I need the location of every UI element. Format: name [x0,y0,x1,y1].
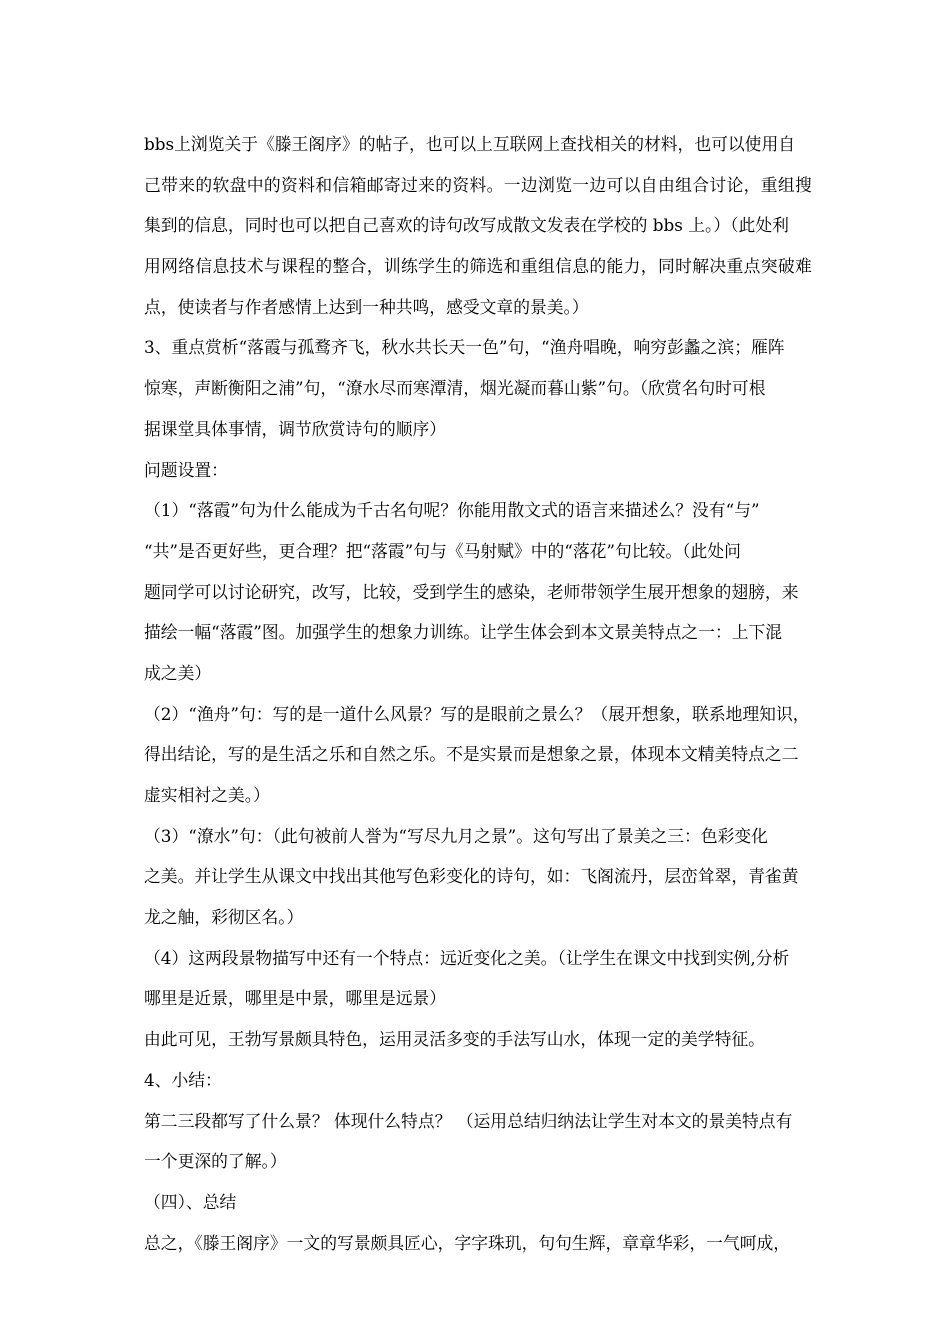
text-line: （2）“渔舟”句：写的是一道什么风景？写的是眼前之景么？（展开想象，联系地理知识， [144,703,810,724]
text-line: 题同学可以讨论研究，改写，比较，受到学生的感染，老师带领学生展开想象的翅膀，来 [144,581,799,602]
body-text [144,124,812,1263]
text-line: bbs上浏览关于《滕王阁序》的帖子，也可以上互联网上查找相关的材料，也可以使用自 [144,134,796,154]
text-line: 之美。并让学生从课文中找出其他写色彩变化的诗句，如：飞阁流丹，层峦耸翠，青雀黄 [144,866,799,887]
text-line: “共”是否更好些，更合理？把“落霞”句与《马射赋》中的“落花”句比较。（此处问 [144,540,741,561]
section-heading: 3、重点赏析“落霞与孤鹜齐飞，秋水共长天一色”句，“渔舟唱晚，响穷彭蠡之滨；雁阵 [144,337,785,358]
text-line: 得出结论，写的是生活之乐和自然之乐。不是实景而是想象之景，体现本文精美特点之二 [144,744,799,765]
section-heading: （四）、总结 [144,1191,237,1212]
text-line: 第二三段都写了什么景？ 体现什么特点？ （运用总结归纳法让学生对本文的景美特点有 [144,1110,793,1131]
text-line: 己带来的软盘中的资料和信箱邮寄过来的资料。一边浏览一边可以自由组合讨论，重组搜 [144,174,813,195]
text-line: 哪里是近景，哪里是中景，哪里是远景） [144,988,447,1009]
section-heading: 4、小结： [144,1069,222,1090]
text-line: （1）“落霞”句为什么能成为千古名句呢？你能用散文式的语言来描述么？没有“与” [144,500,760,521]
text-line: 点，使读者与作者感情上达到一种共鸣，感受文章的景美。） [144,296,589,317]
text-line: 一个更深的了解。） [144,1151,287,1172]
text-line: 总之，《滕王阁序》一文的写景颇具匠心，字字珠玑，句句生辉，章章华彩，一气呵成， [144,1232,791,1253]
text-line: 惊寒，声断衡阳之浦”句，“潦水尽而寒潭清，烟光凝而暮山紫”句。（欣赏名句时可根 [144,378,766,399]
text-line: 由此可见，王勃写景颇具特色，运用灵活多变的手法写山水，体现一定的美学特征。 [144,1029,765,1050]
text-line: 据课堂具体事情，调节欣赏诗句的顺序） [144,418,447,439]
text-line: 龙之舳，彩彻区名。） [144,907,304,928]
text-line: 虚实相衬之美。） [144,785,270,805]
text-line: 描绘一幅“落霞”图。加强学生的想象力训练。让学生体会到本文景美特点之一：上下混 [144,622,783,643]
text-line: 成之美） [144,662,212,683]
text-line: （4）这两段景物描写中还有一个特点：远近变化之美。（让学生在课文中找到实例,分析 [144,947,790,968]
text-line: 用网络信息技术与课程的整合，训练学生的筛选和重组信息的能力，同时解决重点突破难 [144,256,813,277]
text-line: 集到的信息，同时也可以把自己喜欢的诗句改写成散文发表在学校的 bbs 上。）（此处利 [144,215,789,236]
text-line: 问题设置： [144,459,228,480]
text-line: （3）“潦水”句：（此句被前人誉为“写尽九月之景”。这句写出了景美之三：色彩变化 [144,825,768,846]
